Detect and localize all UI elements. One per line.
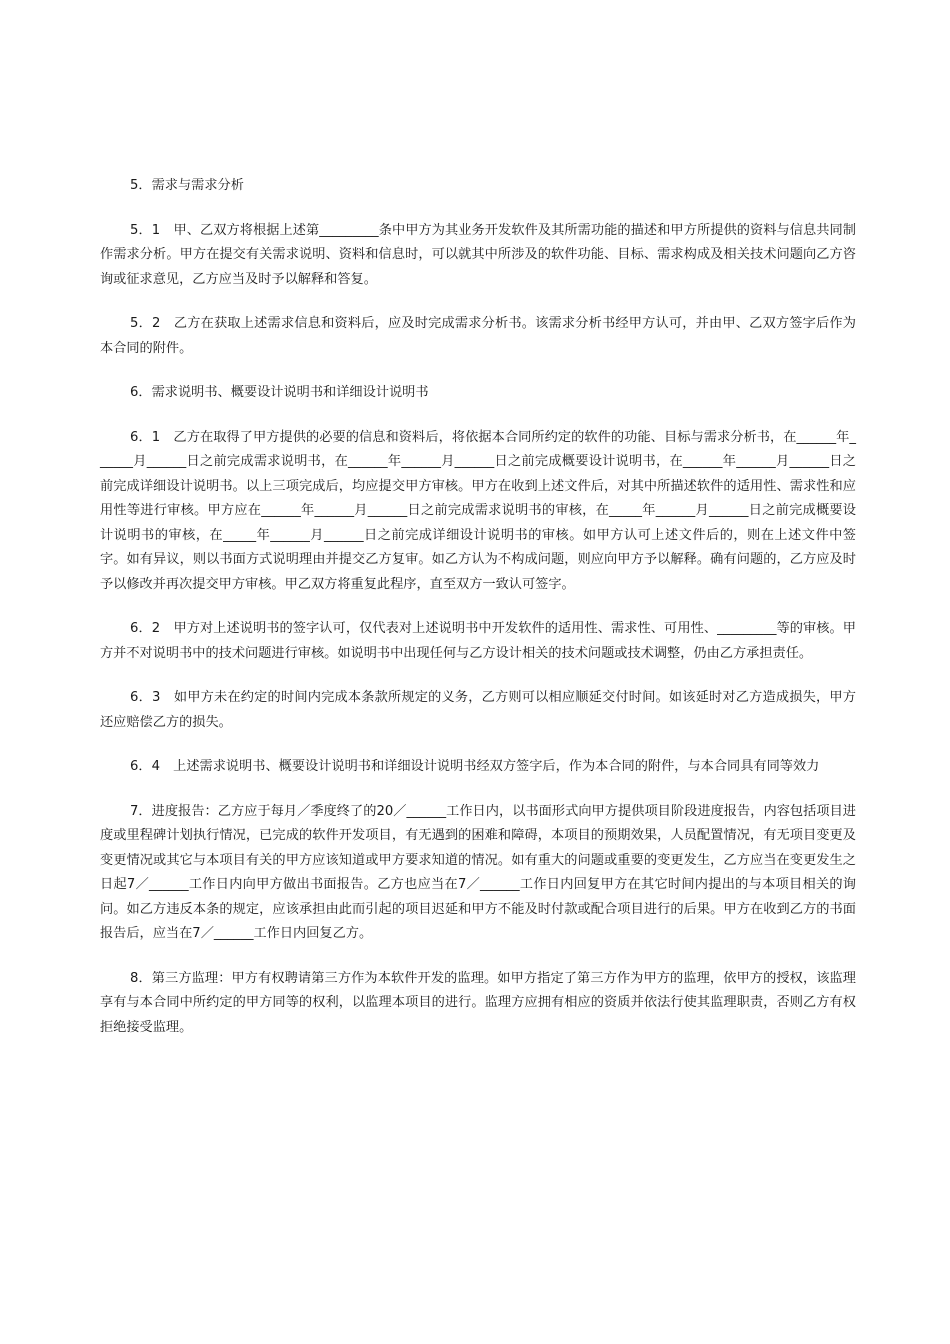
clause-5-2: 5．2 乙方在获取上述需求信息和资料后，应及时完成需求分析书。该需求分析书经甲方认可，并由甲、乙双方签字后作为本合同的附件。 xyxy=(100,316,856,356)
document-body xyxy=(100,174,856,1060)
clause-6-2: 6．2 甲方对上述说明书的签字认可，仅代表对上述说明书中开发软件的适用性、需求性、可用性、_________等的审核。甲方并不对说明书中的技术问题进行审核。如说明书中出现任何与乙方设计相关的技术问题或技术调整，仍由乙方承担责任。 xyxy=(100,621,856,661)
clause-6-1: 6．1 乙方在取得了甲方提供的必要的信息和资料后，将依据本合同所约定的软件的功能、目标与需求分析书，在______年______月______日之前完成需求说明书，在______年______月______日之前完成概要设计说明书，在______年______月______日之前完成详细设计说明书。以上三项完成后，均应提交甲方审核。甲方在收到上述文件后，对其中所描述软件的适用性、需求性和应用性等进行审核。甲方应在______年______月______日之前完成需求说明书的审核，在_____年______月______日之前完成概要设计说明书的审核，在_____年______月______日之前完成详细设计说明书的审核。如甲方认可上述文件后的，则在上述文件中签字。如有异议，则以书面方式说明理由并提交乙方复审。如乙方认为不构成问题，则应向甲方予以解释。确有问题的，乙方应及时予以修改并再次提交甲方审核。甲乙双方将重复此程序，直至双方一致认可签字。 xyxy=(100,429,856,592)
clause-8-third-party-supervision: 8．第三方监理：甲方有权聘请第三方作为本软件开发的监理。如甲方指定了第三方作为甲方的监理，依甲方的授权，该监理享有与本合同中所约定的甲方同等的权利，以监理本项目的进行。监理方应拥有相应的资质并依法行使其监理职责，否则乙方有权拒绝接受监理。 xyxy=(100,970,856,1035)
clause-7-progress-report: 7．进度报告：乙方应于每月／季度终了的20／______工作日内，以书面形式向甲方提供项目阶段进度报告，内容包括项目进度或里程碑计划执行情况，已完成的软件开发项目，有无遇到的困难和障碍，本项目的预期效果，人员配置情况，有无项目变更及变更情况或其它与本项目有关的甲方应该知道或甲方要求知道的情况。如有重大的问题或重要的变更发生，乙方应当在变更发生之日起7／______工作日内向甲方做出书面报告。乙方也应当在7／______工作日内回复甲方在其它时间内提出的与本项目相关的询问。如乙方违反本条的规定，应该承担由此而引起的项目迟延和甲方不能及时付款或配合项目进行的后果。甲方在收到乙方的书面报告后，应当在7／______工作日内回复乙方。 xyxy=(100,803,856,941)
section-6-heading: 6．需求说明书、概要设计说明书和详细设计说明书 xyxy=(130,385,429,400)
section-5-heading: 5．需求与需求分析 xyxy=(130,178,244,193)
clause-6-4: 6．4 上述需求说明书、概要设计说明书和详细设计说明书经双方签字后，作为本合同的附件，与本合同具有同等效力 xyxy=(130,759,820,774)
clause-5-1: 5．1 甲、乙双方将根据上述第_________条中甲方为其业务开发软件及其所需功能的描述和甲方所提供的资料与信息共同制作需求分析。甲方在提交有关需求说明、资料和信息时，可以就其中所涉及的软件功能、目标、需求构成及相关技术问题向乙方咨询或征求意见，乙方应当及时予以解释和答复。 xyxy=(100,222,856,287)
clause-6-3: 6．3 如甲方未在约定的时间内完成本条款所规定的义务，乙方则可以相应顺延交付时间。如该延时对乙方造成损失，甲方还应赔偿乙方的损失。 xyxy=(100,690,856,730)
